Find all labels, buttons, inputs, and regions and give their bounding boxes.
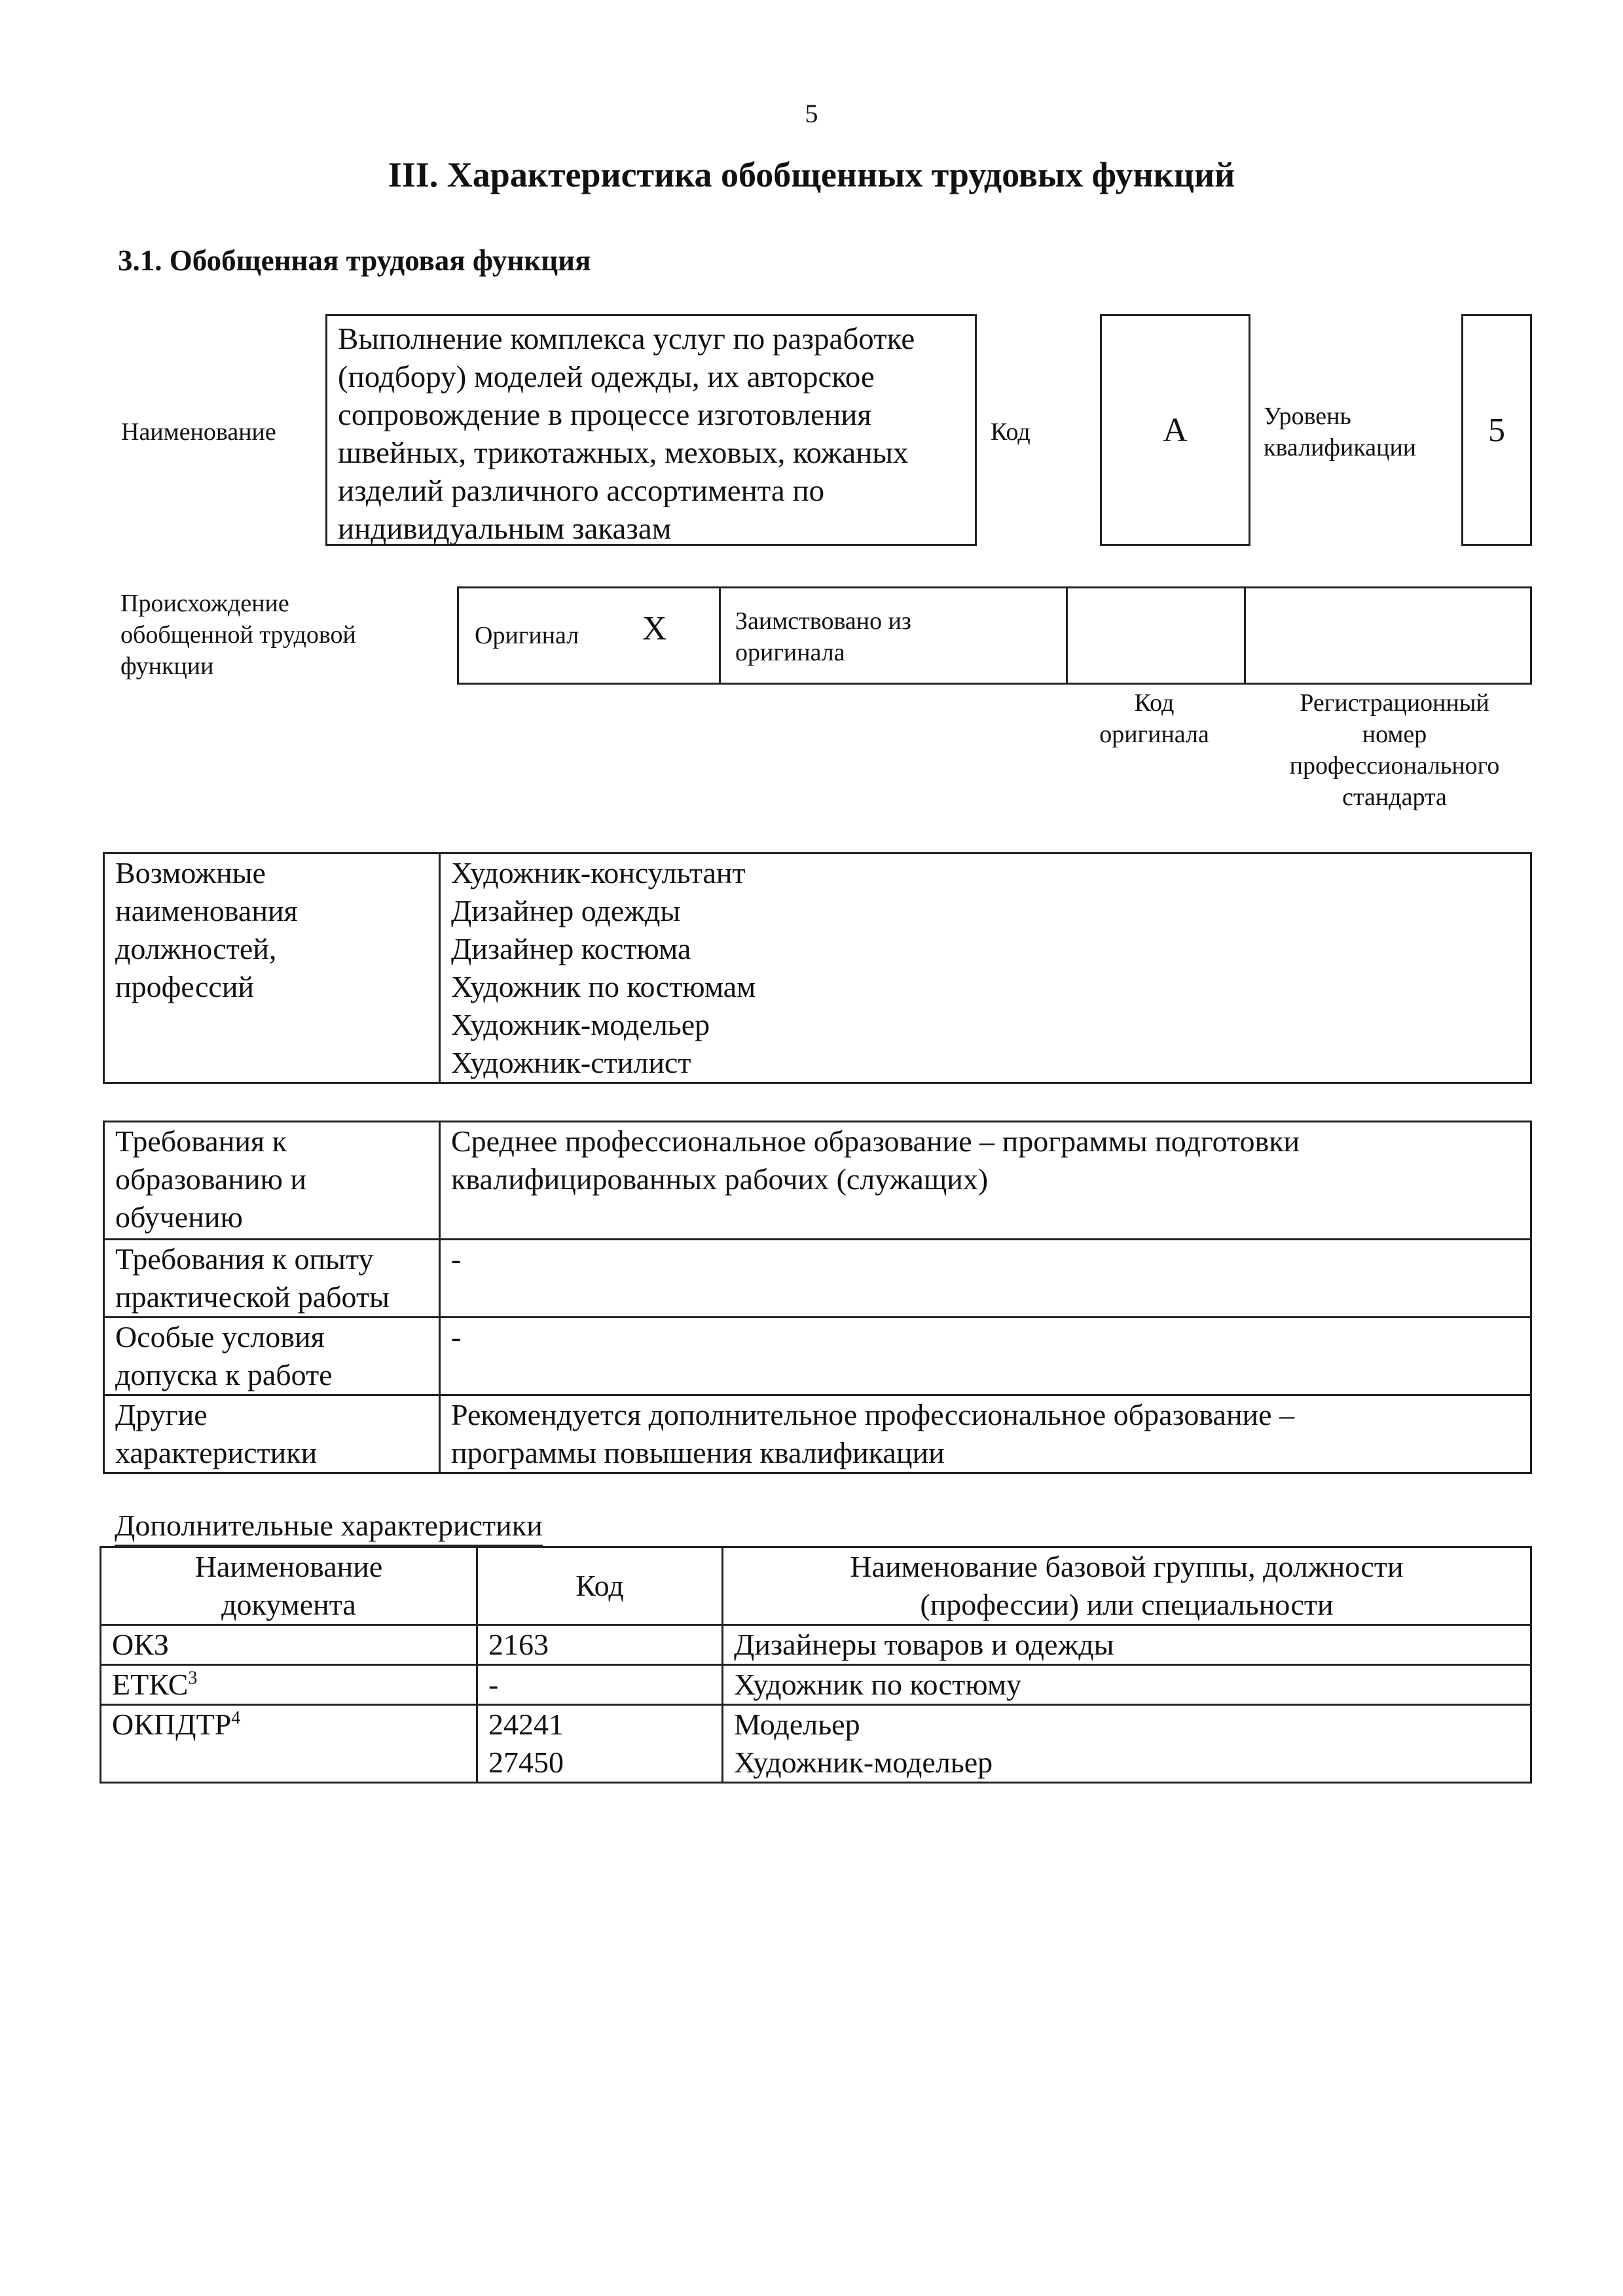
origin-label-line: функции bbox=[120, 653, 214, 680]
doc-name: ОКЗ bbox=[112, 1628, 169, 1661]
level-label-line: квалификации bbox=[1264, 434, 1417, 461]
value-line: квалифицированных рабочих (служащих) bbox=[451, 1162, 989, 1196]
function-name-line: индивидуальным заказам bbox=[338, 512, 672, 546]
doc-name: ОКПДТР bbox=[112, 1708, 232, 1741]
requirements-table bbox=[103, 1121, 1532, 1474]
doc-cell bbox=[101, 1705, 477, 1783]
requirement-value bbox=[440, 1240, 1531, 1318]
code-value: A bbox=[1100, 314, 1250, 546]
origin-borrowed-cell bbox=[721, 588, 1068, 683]
value-line: программы повышения квалификации bbox=[451, 1436, 945, 1469]
code-value: 24241 bbox=[488, 1708, 564, 1741]
doc-cell bbox=[101, 1665, 477, 1705]
origin-original-cell bbox=[459, 588, 721, 683]
original-label: Оригинал bbox=[475, 622, 579, 649]
origin-code-cell bbox=[1068, 588, 1246, 683]
caption-line: Код bbox=[1134, 689, 1175, 717]
position-item: Художник-стилист bbox=[451, 1046, 691, 1079]
label-line: характеристики bbox=[115, 1436, 318, 1469]
function-name-line: (подбору) моделей одежды, их авторское bbox=[338, 360, 875, 394]
positions-table bbox=[103, 852, 1532, 1084]
value-line: Рекомендуется дополнительное профессиональное образование – bbox=[451, 1398, 1295, 1431]
registration-number-caption bbox=[1257, 687, 1532, 813]
requirement-label bbox=[104, 1240, 440, 1318]
table-row bbox=[104, 1395, 1531, 1473]
borrowed-label-line: оригинала bbox=[735, 639, 845, 666]
name-value: Художник-модельер bbox=[734, 1746, 993, 1779]
requirement-label bbox=[104, 1122, 440, 1240]
origin-label bbox=[120, 588, 356, 682]
header-code: Код bbox=[477, 1547, 723, 1625]
level-label-line: Уровень bbox=[1264, 403, 1351, 430]
function-name-line: сопровождение в процессе изготовления bbox=[338, 398, 871, 432]
name-cell bbox=[723, 1625, 1531, 1665]
code-cell bbox=[477, 1625, 723, 1665]
position-item: Художник по костюмам bbox=[451, 970, 756, 1003]
header-document bbox=[101, 1547, 477, 1625]
header-name bbox=[723, 1547, 1531, 1625]
table-row bbox=[104, 1240, 1531, 1318]
name-cell bbox=[723, 1665, 1531, 1705]
origin-registration-cell bbox=[1246, 588, 1532, 683]
code-value: 27450 bbox=[488, 1746, 564, 1779]
name-value: Модельер bbox=[734, 1708, 860, 1741]
origin-code-caption bbox=[1066, 687, 1243, 750]
position-item: Дизайнер одежды bbox=[451, 894, 681, 927]
table-row bbox=[104, 1318, 1531, 1395]
value-line: Среднее профессиональное образование – программы подготовки bbox=[451, 1124, 1300, 1158]
table-row bbox=[104, 1122, 1531, 1240]
code-cell bbox=[477, 1665, 723, 1705]
caption-line: Регистрационный bbox=[1300, 689, 1489, 717]
name-label: Наименование bbox=[121, 418, 276, 446]
caption-line: номер bbox=[1362, 721, 1427, 748]
doc-name: ЕТКС bbox=[112, 1668, 189, 1701]
additional-characteristics-title: Дополнительные характеристики bbox=[115, 1507, 543, 1547]
code-value: - bbox=[488, 1668, 499, 1701]
footnote-ref: 4 bbox=[231, 1708, 241, 1729]
header-line: Наименование базовой группы, должности bbox=[850, 1550, 1404, 1583]
page-number: 5 bbox=[805, 99, 818, 128]
caption-line: профессионального bbox=[1289, 752, 1500, 780]
original-mark: X bbox=[642, 610, 667, 647]
origin-label-line: Происхождение bbox=[120, 590, 289, 617]
label-line: Требования к bbox=[115, 1124, 287, 1158]
subsection-title: 3.1. Обобщенная трудовая функция bbox=[118, 244, 591, 277]
label-line: допуска к работе bbox=[115, 1358, 333, 1391]
function-name-box bbox=[325, 314, 977, 546]
label-line: Другие bbox=[115, 1398, 208, 1431]
table-row bbox=[101, 1665, 1531, 1705]
value-line: - bbox=[451, 1320, 462, 1354]
value-line: - bbox=[451, 1242, 462, 1276]
origin-table bbox=[457, 586, 1532, 685]
position-item: Художник-модельер bbox=[451, 1008, 710, 1041]
position-item: Дизайнер костюма bbox=[451, 932, 691, 965]
qualification-level-value: 5 bbox=[1461, 314, 1532, 546]
borrowed-label-line: Заимствовано из bbox=[735, 607, 911, 635]
caption-line: стандарта bbox=[1342, 783, 1447, 811]
label-line: образованию и bbox=[115, 1162, 306, 1196]
footnote-ref: 3 bbox=[188, 1668, 198, 1689]
requirement-value bbox=[440, 1122, 1531, 1240]
doc-cell bbox=[101, 1625, 477, 1665]
label-line: Требования к опыту bbox=[115, 1242, 374, 1276]
table-row bbox=[101, 1625, 1531, 1665]
label-line: наименования bbox=[115, 894, 298, 927]
section-title: III. Характеристика обобщенных трудовых функций bbox=[388, 155, 1235, 194]
requirement-value bbox=[440, 1395, 1531, 1473]
code-cell bbox=[477, 1705, 723, 1783]
label-line: практической работы bbox=[115, 1280, 390, 1314]
additional-characteristics-table bbox=[100, 1546, 1532, 1784]
table-row bbox=[101, 1705, 1531, 1783]
header-line: (профессии) или специальности bbox=[920, 1588, 1334, 1621]
positions-label-cell bbox=[104, 853, 440, 1083]
requirement-label bbox=[104, 1318, 440, 1395]
label-line: Возможные bbox=[115, 856, 266, 889]
function-name-line: изделий различного ассортимента по bbox=[338, 474, 825, 508]
label-line: Особые условия bbox=[115, 1320, 325, 1354]
code-label: Код bbox=[991, 418, 1030, 446]
position-item: Художник-консультант bbox=[451, 856, 746, 889]
name-cell bbox=[723, 1705, 1531, 1783]
label-line: обучению bbox=[115, 1200, 243, 1234]
origin-label-line: обобщенной трудовой bbox=[120, 621, 356, 649]
header-line: документа bbox=[221, 1588, 356, 1621]
function-name-line: швейных, трикотажных, меховых, кожаных bbox=[338, 436, 909, 470]
code-value: 2163 bbox=[488, 1628, 549, 1661]
label-line: профессий bbox=[115, 970, 255, 1003]
table-header-row bbox=[101, 1547, 1531, 1625]
label-line: должностей, bbox=[115, 932, 277, 965]
name-value: Художник по костюму bbox=[734, 1668, 1022, 1701]
name-value: Дизайнеры товаров и одежды bbox=[734, 1628, 1114, 1661]
header-line: Наименование bbox=[194, 1550, 383, 1583]
positions-list-cell bbox=[440, 853, 1531, 1083]
requirement-label bbox=[104, 1395, 440, 1473]
caption-line: оригинала bbox=[1099, 721, 1209, 748]
function-name-line: Выполнение комплекса услуг по разработке bbox=[338, 322, 915, 356]
requirement-value bbox=[440, 1318, 1531, 1395]
qualification-level-label bbox=[1264, 401, 1416, 463]
